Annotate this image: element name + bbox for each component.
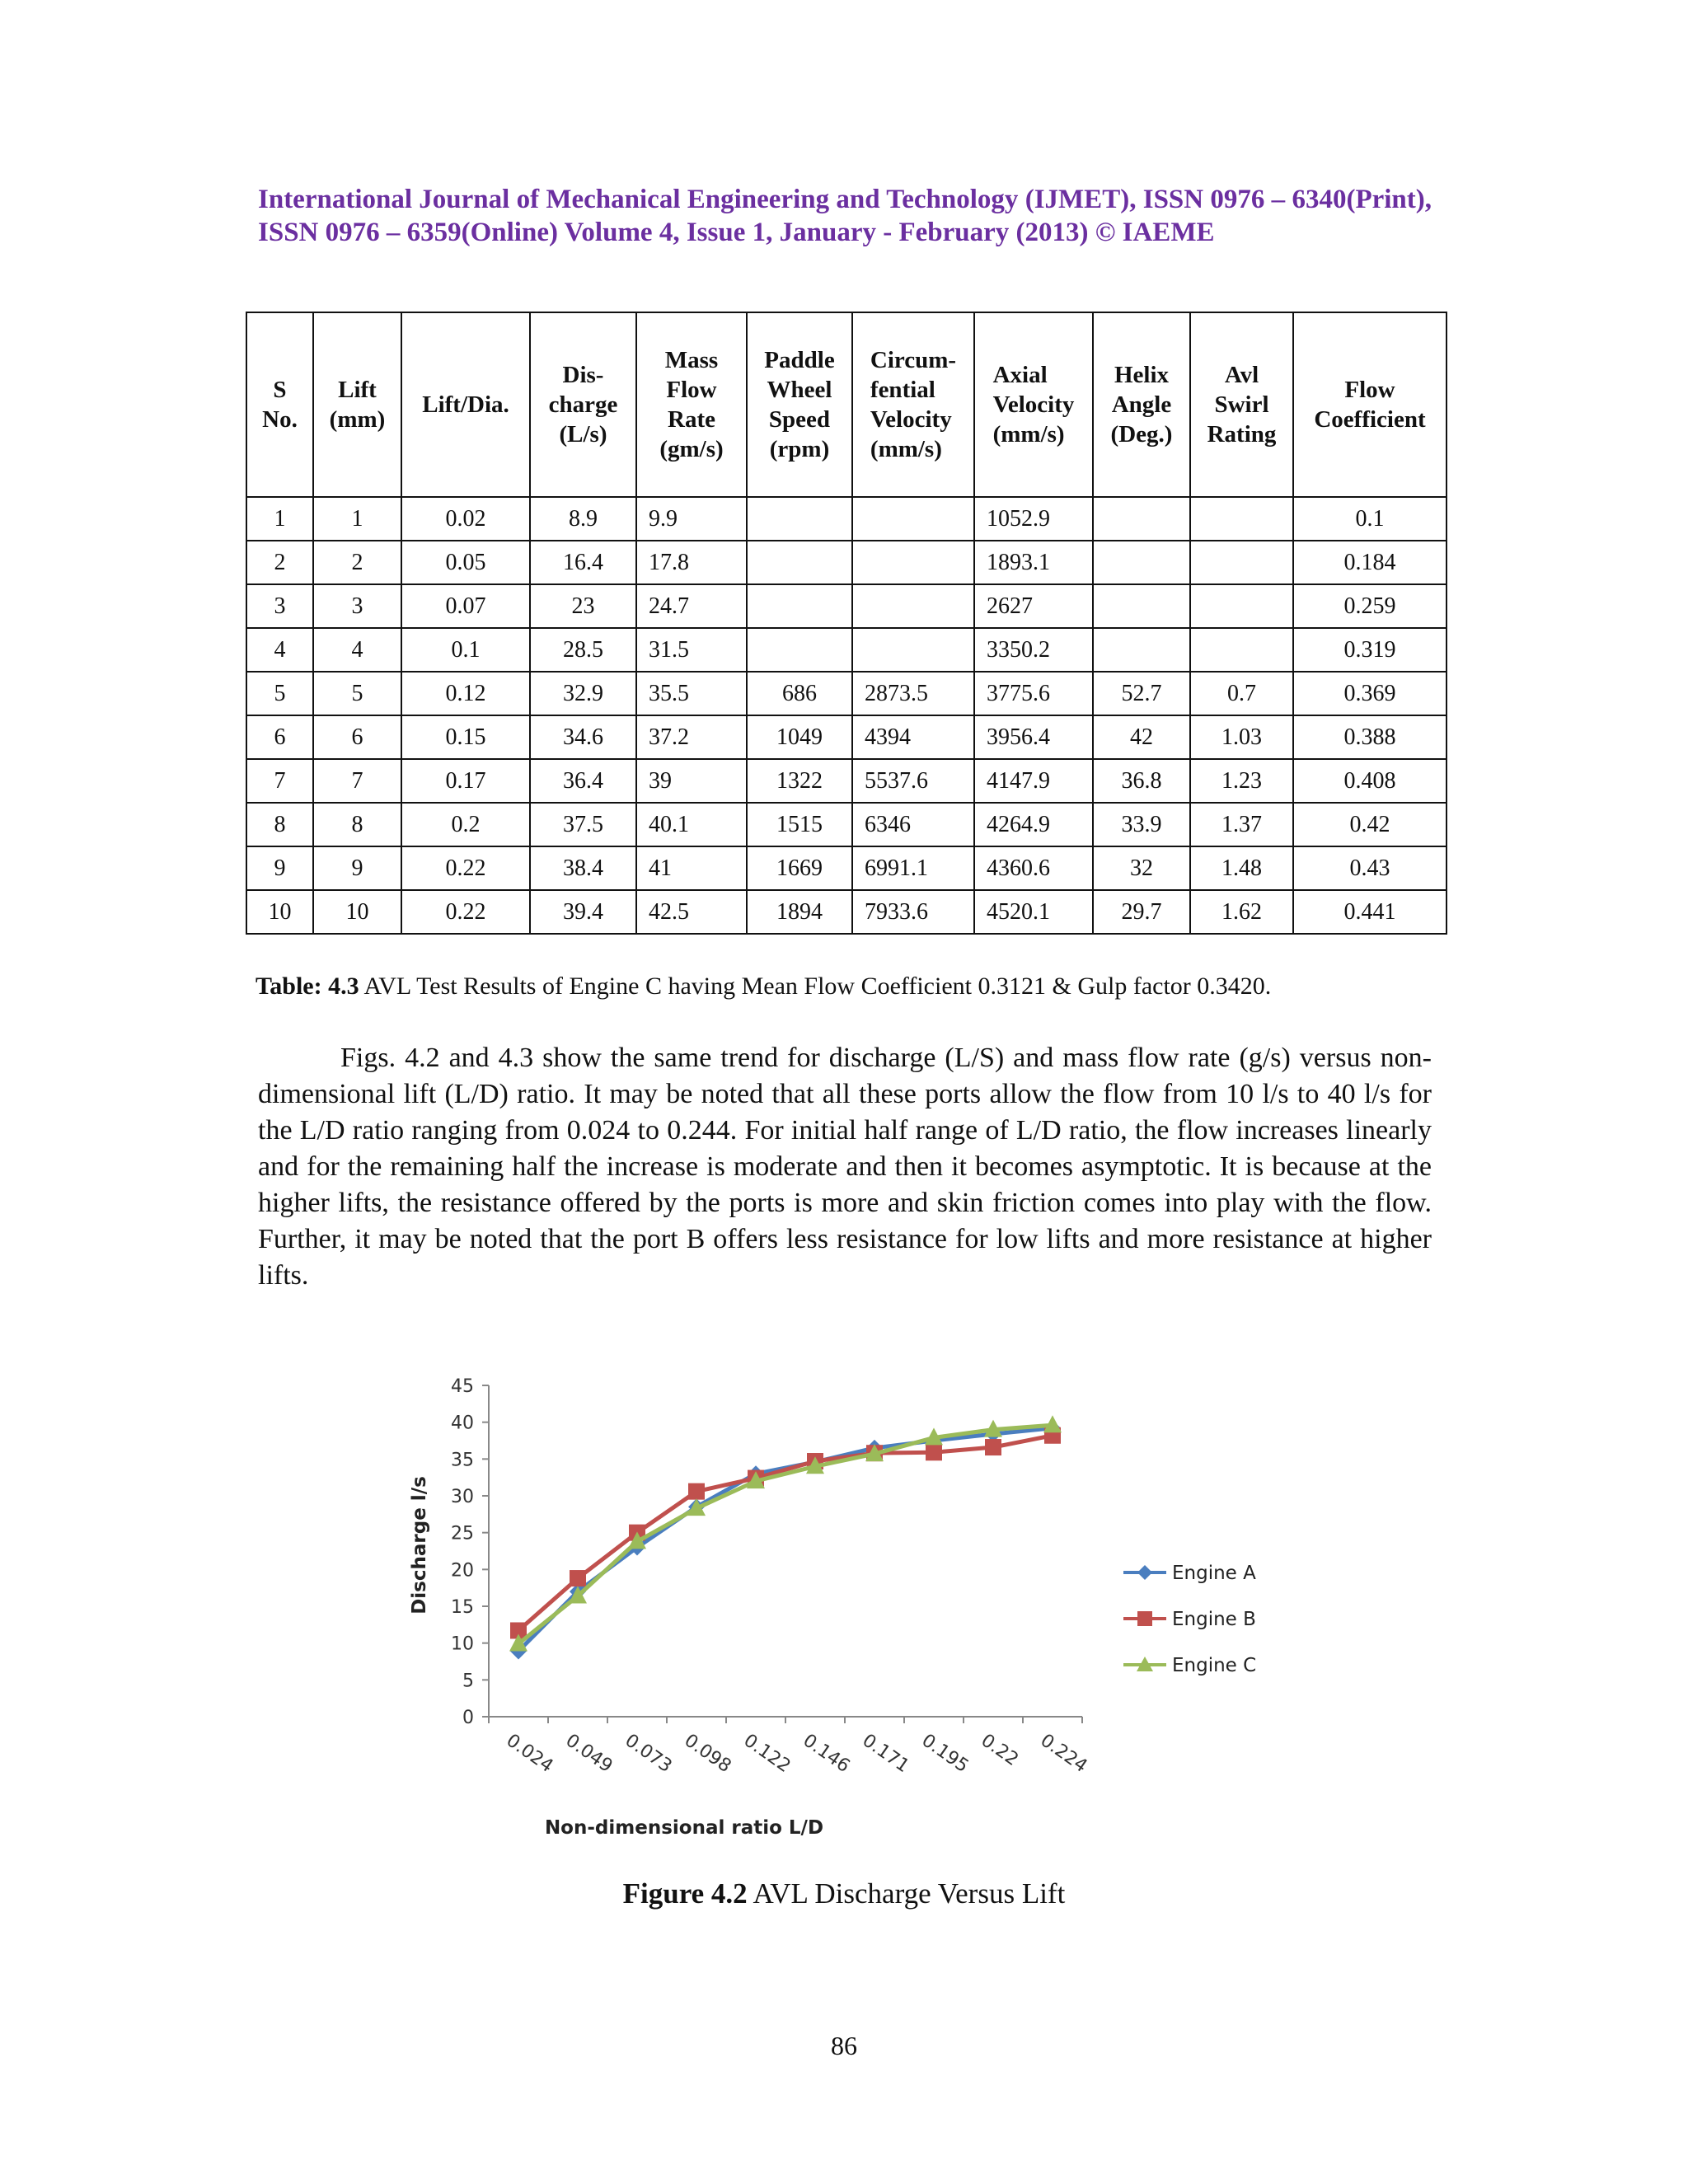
figure-caption-text: AVL Discharge Versus Lift [747,1877,1066,1910]
table-cell: 1.62 [1190,890,1293,934]
table-cell: 36.8 [1093,759,1190,803]
table-cell [1190,584,1293,628]
journal-header-line1: International Journal of Mechanical Engineering and Technology (IJMET), ISSN 0976 – [258,185,1286,214]
chart-series-line [518,1425,1053,1643]
table-header-cell [401,312,530,497]
table-cell: 0.259 [1293,584,1447,628]
table-cell: 0.22 [401,846,530,890]
table-cell [852,541,974,584]
table-cell: 0.12 [401,672,530,715]
chart-y-tick-label: 20 [451,1560,474,1582]
chart-series-line [518,1428,1053,1652]
table-header-line: (L/s) [559,421,607,448]
table-cell: 23 [530,584,636,628]
table-cell: 37.5 [530,803,636,846]
table-row [246,497,1447,541]
table-cell: 10 [246,890,313,934]
table-header-cell [1190,312,1293,497]
table-cell: 35.5 [636,672,747,715]
table-header-text [330,375,386,434]
chart-series-line [518,1436,1053,1631]
table-cell: 0.17 [401,759,530,803]
chart-data-point [926,1444,942,1460]
table-header-row [246,312,1447,497]
table-cell [852,497,974,541]
table-cell: 32.9 [530,672,636,715]
chart-x-tick-label: 0.073 [621,1730,676,1778]
table-header-text [1111,360,1173,449]
table-cell: 8 [313,803,401,846]
table-header-line: Angle [1111,391,1172,418]
chart-legend-marker [1137,1611,1152,1626]
page-number: 86 [831,2031,857,2060]
table-row [246,890,1447,934]
table-cell: 34.6 [530,715,636,759]
table-header-line: Velocity [992,391,1075,418]
table-cell: 4147.9 [974,759,1093,803]
table-header-cell [636,312,747,497]
table-cell: 7 [313,759,401,803]
table-header-line: Dis- [562,362,604,388]
table-cell: 3 [313,584,401,628]
table-header-text [1314,375,1425,434]
chart-y-tick-label: 40 [451,1413,474,1434]
table-header-cell [747,312,852,497]
table-cell: 3350.2 [974,628,1093,672]
table-cell [1093,541,1190,584]
table-cell: 0.02 [401,497,530,541]
table-header-line: Helix [1114,362,1170,388]
table-header-line: fential [870,377,935,403]
table-row [246,584,1447,628]
table-header-line: (Deg.) [1110,421,1173,448]
chart-y-tick-label: 45 [451,1376,474,1397]
table-header-line: (gm/s) [659,436,724,462]
journal-header [258,183,1432,249]
figure-caption [0,1877,1688,1910]
table-header-line: Speed [768,406,831,433]
table-cell: 0.05 [401,541,530,584]
table-row [246,628,1447,672]
table-cell: 9.9 [636,497,747,541]
table-header-text [549,360,618,449]
chart-x-tick-label: 0.049 [561,1730,617,1778]
table-header-line: (mm) [329,406,386,433]
chart-x-tick-label: 0.122 [739,1730,795,1778]
table-row [246,715,1447,759]
results-table [246,312,1447,935]
table-cell: 0.441 [1293,890,1447,934]
chart-legend-label: Engine A [1172,1563,1256,1584]
chart-y-tick-label: 15 [451,1597,474,1618]
table-header-cell [530,312,636,497]
table-row [246,846,1447,890]
table-cell: 4 [313,628,401,672]
table-header-line: Swirl [1214,391,1269,418]
table-caption-label: Table: 4.3 [256,972,359,1000]
table-cell [1190,497,1293,541]
table-cell: 5537.6 [852,759,974,803]
table-cell [747,541,852,584]
table-cell: 0.7 [1190,672,1293,715]
table-header-line: Rating [1207,421,1277,448]
table-cell: 8.9 [530,497,636,541]
table-cell [1190,541,1293,584]
table-cell: 6 [246,715,313,759]
table-cell: 3775.6 [974,672,1093,715]
table-cell: 2627 [974,584,1093,628]
table-cell [747,628,852,672]
table-cell: 686 [747,672,852,715]
table-cell: 1052.9 [974,497,1093,541]
table-header-cell [852,312,974,497]
table-cell: 1 [246,497,313,541]
table-cell: 2 [246,541,313,584]
table-cell: 4 [246,628,313,672]
chart-data-point [570,1570,586,1586]
table-cell: 2 [313,541,401,584]
table-cell: 0.42 [1293,803,1447,846]
table-cell: 42.5 [636,890,747,934]
table-cell: 1 [313,497,401,541]
table-cell: 0.1 [401,628,530,672]
table-header-line: charge [548,391,618,418]
table-cell: 0.07 [401,584,530,628]
table-cell: 1322 [747,759,852,803]
chart-y-tick-label: 0 [462,1708,474,1728]
table-header-line: Wheel [767,377,832,403]
table-header-text [422,390,509,419]
table-cell: 4520.1 [974,890,1093,934]
table-cell: 0.15 [401,715,530,759]
table-cell: 1894 [747,890,852,934]
table-cell: 0.184 [1293,541,1447,584]
table-cell [747,497,852,541]
table-header-cell [313,312,401,497]
table-cell: 6346 [852,803,974,846]
body-paragraph-text: Figs. 4.2 and 4.3 show the same trend for discharge (L/S) and mass flow rate (g/s) versus non-dimensional lift (L/D) ratio. It may be noted that all these ports allow the flow from 10 l/s to 40 l/s for the L/D ratio ranging from 0.024 to 0.244. For initial half range of L/D ratio, the flow increases linearly and for the remaining half the increase is moderate and then it becomes asymptotic. It is because at the higher lifts, the resistance offered by the ports is more and skin friction comes into play with the flow. Further, it may be noted that the port B offers less resistance for low lifts and more resistance at higher lifts. [258,1043,1432,1291]
discharge-chart [394,1364,1292,1858]
table-cell: 0.319 [1293,628,1447,672]
table-header-line: Mass [664,347,719,373]
table-cell: 7933.6 [852,890,974,934]
table-cell [1093,628,1190,672]
table-cell: 9 [246,846,313,890]
table-cell: 1.03 [1190,715,1293,759]
table-cell: 38.4 [530,846,636,890]
figure-caption-label: Figure 4.2 [622,1877,748,1910]
table-header-line: Velocity [870,406,952,433]
table-cell: 3 [246,584,313,628]
chart-y-tick-label: 10 [451,1633,474,1655]
table-cell: 0.2 [401,803,530,846]
table-cell: 6 [313,715,401,759]
table-cell: 24.7 [636,584,747,628]
table-cell: 4360.6 [974,846,1093,890]
table-cell: 7 [246,759,313,803]
table-cell: 39.4 [530,890,636,934]
chart-data-point [985,1439,1001,1455]
chart-y-axis-title: Discharge l/s [409,1476,430,1615]
chart-x-tick-label: 0.146 [799,1730,854,1778]
chart-y-tick-label: 30 [451,1487,474,1507]
table-cell: 0.43 [1293,846,1447,890]
table-header-line: (mm/s) [870,436,942,462]
chart-legend-marker [1137,1565,1152,1580]
table-header-line: Lift [338,377,377,403]
journal-header-line2: 6340(Print), ISSN 0976 – 6359(Online) Volume 4, Issue 1, January - February (2013) © IAEME [258,185,1432,247]
chart-data-point [688,1483,705,1500]
chart-x-tick-label: 0.195 [917,1730,973,1778]
table-header-line: No. [262,406,298,433]
table-header-text [764,345,834,464]
table-header-text [993,360,1075,449]
table-cell: 2873.5 [852,672,974,715]
table-cell: 3956.4 [974,715,1093,759]
chart-x-tick-label: 0.024 [502,1730,557,1778]
table-cell: 40.1 [636,803,747,846]
table-cell: 0.408 [1293,759,1447,803]
table-cell [1093,497,1190,541]
table-header-line: Rate [668,406,715,433]
table-header-line: Paddle [764,347,835,373]
table-cell: 17.8 [636,541,747,584]
table-header-line: (rpm) [769,436,830,462]
table-cell [852,584,974,628]
table-cell: 5 [246,672,313,715]
table-header-line: Flow [1344,377,1395,403]
table-header-cell [246,312,313,497]
table-header-line: Coefficient [1314,406,1426,433]
table-cell: 1.37 [1190,803,1293,846]
table-caption [256,972,1442,1001]
table-cell: 1.48 [1190,846,1293,890]
table-caption-text: AVL Test Results of Engine C having Mean Flow Coefficient 0.3121 & Gulp factor 0.3420. [359,972,1272,1000]
table-header-cell [1093,312,1190,497]
table-cell: 4264.9 [974,803,1093,846]
table-cell: 33.9 [1093,803,1190,846]
table-header-text [262,375,298,434]
table-header-cell [1293,312,1447,497]
body-paragraph [258,1040,1432,1294]
table-cell: 16.4 [530,541,636,584]
table-header-line: (mm/s) [992,421,1065,448]
table-cell: 6991.1 [852,846,974,890]
chart-legend-label: Engine C [1172,1655,1257,1676]
table-cell: 29.7 [1093,890,1190,934]
table-cell: 1.23 [1190,759,1293,803]
chart-plot-area [451,1376,1256,1777]
chart-y-tick-label: 25 [451,1523,474,1544]
table-cell: 39 [636,759,747,803]
chart-x-tick-label: 0.22 [977,1730,1023,1771]
table-cell: 52.7 [1093,672,1190,715]
chart-x-tick-label: 0.098 [680,1730,735,1778]
chart-legend-label: Engine B [1172,1609,1256,1630]
table-cell: 28.5 [530,628,636,672]
table-header-line: Circum- [870,347,957,373]
table-header-line: S [273,377,287,403]
table-cell [1093,584,1190,628]
table-cell: 1515 [747,803,852,846]
table-cell: 5 [313,672,401,715]
table-cell: 41 [636,846,747,890]
table-cell: 1893.1 [974,541,1093,584]
chart-x-tick-label: 0.171 [858,1730,913,1778]
table-header-line: Avl [1224,362,1259,388]
table-cell: 8 [246,803,313,846]
table-header-line: Lift/Dia. [422,391,509,418]
table-cell [852,628,974,672]
table-header-cell [974,312,1093,497]
table-cell: 1049 [747,715,852,759]
table-cell: 37.2 [636,715,747,759]
table-header-text [1207,360,1277,449]
table-row [246,672,1447,715]
table-body [246,497,1447,934]
table-cell: 10 [313,890,401,934]
table-row [246,803,1447,846]
chart-x-tick-label: 0.224 [1036,1730,1091,1778]
chart-x-axis-title: Non-dimensional ratio L/D [544,1817,824,1839]
table-cell [747,584,852,628]
chart-y-tick-label: 5 [462,1671,474,1692]
table-cell: 4394 [852,715,974,759]
table-cell: 36.4 [530,759,636,803]
table-cell: 0.22 [401,890,530,934]
table-header-text [659,345,723,464]
table-cell: 0.1 [1293,497,1447,541]
table-cell [1190,628,1293,672]
table-cell: 0.369 [1293,672,1447,715]
table-header-text [870,345,956,464]
table-cell: 0.388 [1293,715,1447,759]
table-cell: 31.5 [636,628,747,672]
table-cell: 42 [1093,715,1190,759]
table-row [246,541,1447,584]
table-cell: 32 [1093,846,1190,890]
chart-y-tick-label: 35 [451,1450,474,1471]
table-row [246,759,1447,803]
table-header-line: Flow [666,377,717,403]
table-cell: 1669 [747,846,852,890]
table-header-line: Axial [992,362,1048,388]
table-cell: 9 [313,846,401,890]
